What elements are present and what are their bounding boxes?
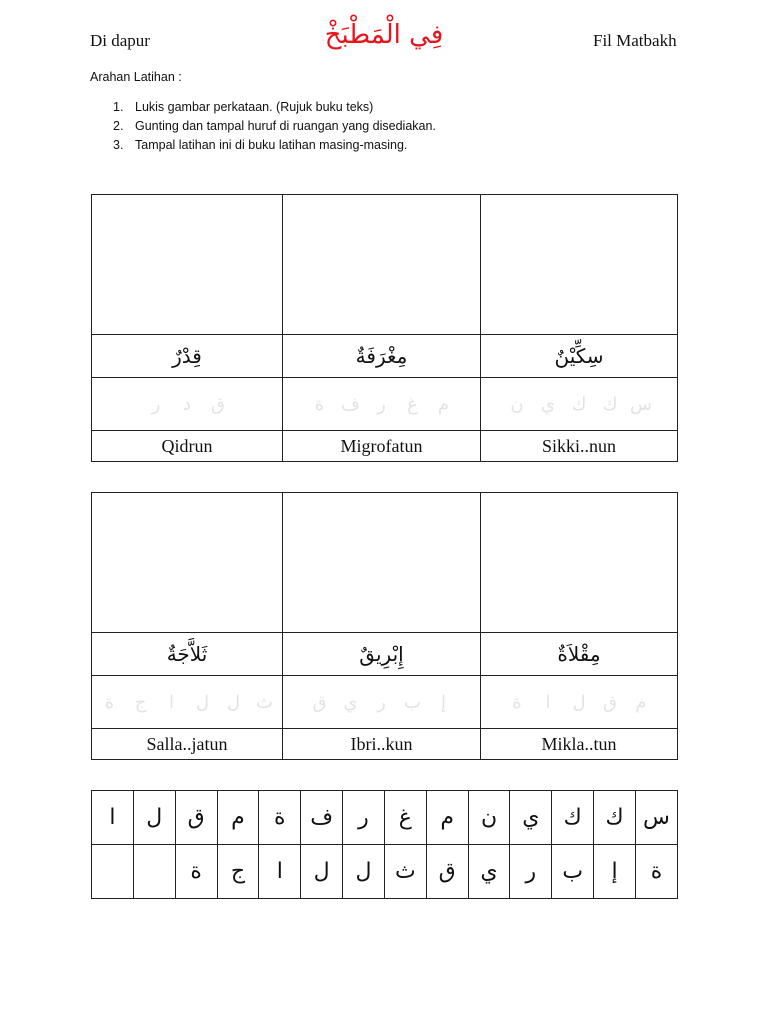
drawing-box[interactable] — [481, 493, 678, 633]
instruction-number: 1. — [113, 100, 124, 114]
cutout-letter-cell[interactable]: ر — [510, 845, 552, 899]
cutout-letter-cell[interactable]: ف — [301, 791, 343, 845]
ghost-letter: ف — [341, 393, 360, 415]
letter-tracing-area[interactable] — [481, 676, 678, 729]
letter-tracing-area[interactable] — [92, 676, 283, 729]
ghost-letter: ر — [377, 691, 386, 713]
cutout-letter-cell[interactable]: ي — [468, 845, 510, 899]
ghost-letter: ك — [602, 393, 618, 415]
cutout-letter-cell[interactable]: غ — [384, 791, 426, 845]
ghost-letter: ي — [540, 393, 556, 415]
ghost-letter: ك — [571, 393, 587, 415]
ghost-letter: ة — [104, 691, 115, 713]
cutout-letter-cell[interactable] — [92, 845, 134, 899]
instruction-text: Lukis gambar perkataan. (Rujuk buku teks) — [135, 100, 374, 114]
drawing-box[interactable] — [481, 195, 678, 335]
arabic-word: سِكِّيْنٌ — [481, 335, 678, 378]
drawing-box[interactable] — [283, 493, 481, 633]
cutout-letter-cell[interactable]: ة — [175, 845, 217, 899]
cutout-letter-cell[interactable]: ق — [426, 845, 468, 899]
ghost-letter: ة — [314, 393, 325, 415]
ghost-letter: ج — [134, 691, 147, 713]
ghost-letter: ا — [545, 691, 551, 713]
letter-tracing-area[interactable] — [283, 378, 481, 431]
cutout-letter-cell[interactable]: ك — [552, 791, 594, 845]
cutout-letter-cell[interactable]: ة — [259, 791, 301, 845]
cutout-letter-cell[interactable]: ث — [384, 845, 426, 899]
cutout-letter-cell[interactable]: ب — [552, 845, 594, 899]
vocab-table-1 — [91, 194, 678, 462]
ghost-letter: ب — [404, 691, 421, 713]
page-title: فِي الْمَطْبَخْ — [324, 20, 444, 50]
transliteration: Ibri..kun — [283, 729, 481, 760]
instruction-number: 3. — [113, 138, 124, 152]
instructions-list — [90, 98, 436, 155]
ghost-letter: د — [182, 393, 191, 415]
arabic-word: ثَلاَّجَةٌ — [92, 633, 283, 676]
transliteration: Salla..jatun — [92, 729, 283, 760]
letter-tracing-area[interactable] — [283, 676, 481, 729]
vocab-table-2 — [91, 492, 678, 760]
cutout-letter-cell[interactable]: ل — [133, 791, 175, 845]
transliteration: Qidrun — [92, 431, 283, 462]
ghost-letter: ة — [512, 691, 522, 713]
transliteration: Sikki..nun — [481, 431, 678, 462]
cutout-letter-cell[interactable]: ل — [301, 845, 343, 899]
cutout-letter-cell[interactable]: ل — [343, 845, 385, 899]
cutout-letter-cell[interactable]: ن — [468, 791, 510, 845]
arabic-word: قِدْرٌ — [92, 335, 283, 378]
instruction-item — [90, 98, 436, 117]
instruction-item — [90, 136, 436, 155]
instruction-item — [90, 117, 436, 136]
cutout-letter-cell[interactable]: ة — [635, 845, 677, 899]
cutout-letter-cell[interactable]: ي — [510, 791, 552, 845]
cutout-letter-cell[interactable]: س — [635, 791, 677, 845]
drawing-box[interactable] — [92, 195, 283, 335]
ghost-letter: ر — [377, 393, 386, 415]
cutout-letter-cell[interactable]: ا — [259, 845, 301, 899]
letter-tracing-area[interactable] — [92, 378, 283, 431]
header-right-label: Fil Matbakh — [593, 31, 677, 50]
letter-grid-row — [92, 845, 678, 899]
instruction-text: Gunting dan tampal huruf di ruangan yang disediakan. — [135, 119, 436, 133]
letter-tracing-area[interactable] — [481, 378, 678, 431]
ghost-letter: م — [635, 691, 647, 713]
cutout-letter-cell[interactable]: ر — [343, 791, 385, 845]
instruction-text: Tampal latihan ini di buku latihan masing-masing. — [135, 138, 408, 152]
ghost-letter: ي — [343, 691, 358, 713]
cutout-letter-cell[interactable]: ج — [217, 845, 259, 899]
ghost-letter: ق — [603, 691, 617, 713]
transliteration: Mikla..tun — [481, 729, 678, 760]
cutout-letter-cell[interactable]: إ — [594, 845, 636, 899]
instruction-number: 2. — [113, 119, 124, 133]
ghost-letter: ق — [312, 691, 327, 713]
arabic-word: مِغْرَفَةٌ — [283, 335, 481, 378]
arabic-word: إِبْرِيقٌ — [283, 633, 481, 676]
ghost-letter: غ — [407, 393, 418, 415]
ghost-letter: س — [630, 393, 652, 415]
cutout-letter-grid — [91, 790, 678, 899]
cutout-letter-cell[interactable]: م — [217, 791, 259, 845]
ghost-letter: ل — [195, 691, 210, 713]
instructions-heading: Arahan Latihan : — [90, 70, 182, 84]
ghost-letter: إ — [440, 691, 446, 713]
ghost-letter: ر — [151, 393, 161, 415]
drawing-box[interactable] — [92, 493, 283, 633]
cutout-letter-cell[interactable]: ا — [92, 791, 134, 845]
letter-grid-row — [92, 791, 678, 845]
ghost-letter: ث — [256, 691, 273, 713]
header-left-label: Di dapur — [90, 31, 150, 50]
ghost-letter: ل — [226, 691, 241, 713]
drawing-box[interactable] — [283, 195, 481, 335]
ghost-letter: ق — [211, 393, 225, 415]
cutout-letter-cell[interactable]: ق — [175, 791, 217, 845]
arabic-word: مِقْلاَةٌ — [481, 633, 678, 676]
cutout-letter-cell[interactable]: ك — [594, 791, 636, 845]
ghost-letter: ن — [510, 393, 524, 415]
ghost-letter: م — [437, 393, 450, 415]
transliteration: Migrofatun — [283, 431, 481, 462]
ghost-letter: ا — [168, 691, 174, 713]
cutout-letter-cell[interactable]: م — [426, 791, 468, 845]
ghost-letter: ل — [572, 691, 586, 713]
cutout-letter-cell[interactable] — [133, 845, 175, 899]
